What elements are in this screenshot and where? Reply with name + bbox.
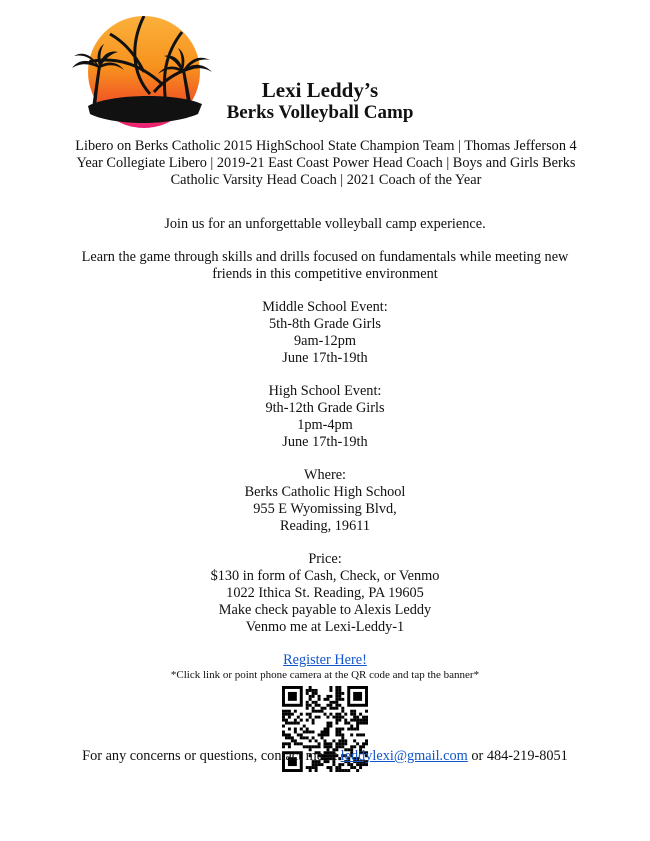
event-time: 1pm-4pm <box>297 417 353 433</box>
event-heading: High School Event: <box>268 383 382 399</box>
event-grades: 9th-12th Grade Girls <box>265 400 385 416</box>
venue-city: Reading, 19611 <box>279 518 370 534</box>
event-dates: June 17th-19th <box>282 434 368 450</box>
intro-text: Join us for an unforgettable volleyball camp experience. <box>164 216 486 232</box>
register-note: *Click link or point phone camera at the QR code and tap the banner* <box>170 669 480 681</box>
volleyball-logo-icon <box>70 14 215 132</box>
contact-line <box>40 748 610 765</box>
contact-prefix: For any concerns or questions, contact me at <box>82 748 341 764</box>
location-heading: Where: <box>303 467 347 483</box>
price-section <box>70 551 580 636</box>
event-heading: Middle School Event: <box>262 299 388 315</box>
venmo-handle: Venmo me at Lexi-Leddy-1 <box>245 619 405 635</box>
learn-text: Learn the game through skills and drills focused on fundamentals while meeting new friends in this competitive environment <box>81 249 569 282</box>
venue-street: 955 E Wyomissing Blvd, <box>253 501 397 517</box>
flyer-body <box>70 216 580 772</box>
middle-school-event <box>70 299 580 367</box>
coach-credentials: Libero on Berks Catholic 2015 HighSchool State Champion Team | Thomas Jefferson 4 Year Collegiate Libero | 2019-21 East Coast Power Head Coach | Boys and Girls Berks Catholic Varsity Head Coach | 2021 Coach of the Year <box>75 138 577 188</box>
event-dates: June 17th-19th <box>282 350 368 366</box>
register-link[interactable]: Register Here! <box>283 652 367 668</box>
check-payable: Make check payable to Alexis Leddy <box>218 602 432 618</box>
email-link[interactable]: leddylexi@gmail.com <box>340 748 468 764</box>
contact-middle: or <box>467 748 487 764</box>
price-amount: $130 in form of Cash, Check, or Venmo <box>210 568 440 584</box>
event-grades: 5th-8th Grade Girls <box>269 316 381 332</box>
coach-name: Lexi Leddy’s <box>261 78 379 102</box>
camp-name: Berks Volleyball Camp <box>226 102 414 123</box>
phone-number: 484-219-8051 <box>486 748 568 764</box>
venue-name: Berks Catholic High School <box>244 484 406 500</box>
camp-title <box>215 78 425 124</box>
mail-address: 1022 Ithica St. Reading, PA 19605 <box>226 585 424 601</box>
price-heading: Price: <box>308 551 342 567</box>
high-school-event <box>70 383 580 451</box>
event-time: 9am-12pm <box>294 333 356 349</box>
location-section <box>70 467 580 535</box>
